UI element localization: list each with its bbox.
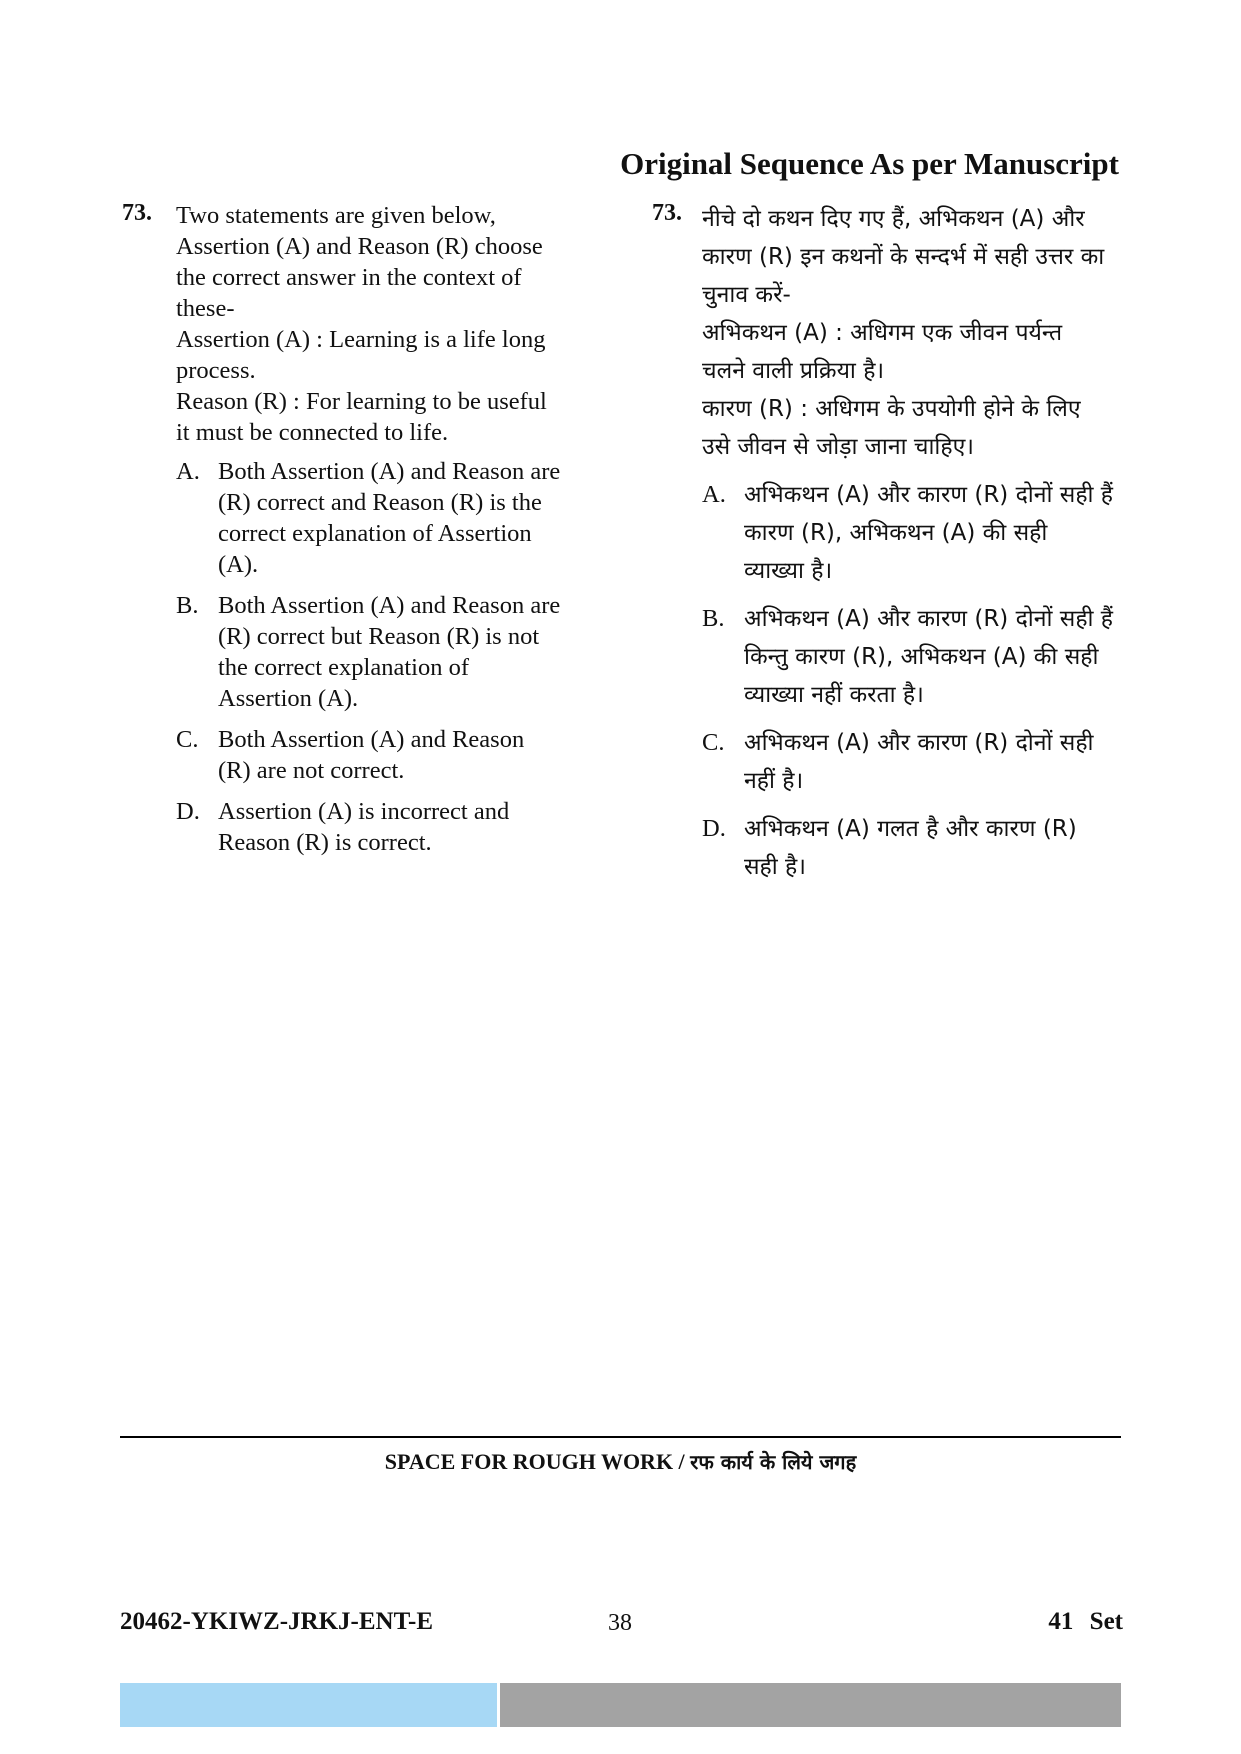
- option-line: नहीं है।: [744, 768, 804, 794]
- option-line: अभिकथन (A) और कारण (R) दोनों सही: [744, 730, 1094, 756]
- stem-line: अभिकथन (A) : अधिगम एक जीवन पर्यन्त: [702, 320, 1063, 346]
- stem-line: process.: [176, 357, 256, 384]
- option-line: (R) are not correct.: [218, 757, 405, 784]
- option-c: [702, 724, 1122, 800]
- stem-line: Two statements are given below,: [176, 202, 496, 229]
- footer-bar-left: [120, 1683, 497, 1727]
- option-line: Both Assertion (A) and Reason are: [218, 592, 561, 619]
- set-label: 41 Set: [1048, 1608, 1123, 1635]
- option-text: [744, 724, 1122, 800]
- option-line: Both Assertion (A) and Reason: [218, 726, 525, 753]
- option-a: [702, 476, 1122, 590]
- question-hindi: [652, 200, 1122, 896]
- option-list: [702, 476, 1122, 886]
- option-line: Assertion (A) is incorrect and: [218, 798, 510, 825]
- option-b: [176, 590, 612, 714]
- option-c: [176, 724, 612, 786]
- stem-line: these-: [176, 295, 235, 322]
- stem-line: Assertion (A) and Reason (R) choose: [176, 233, 543, 260]
- rough-work-label: [120, 1448, 1121, 1475]
- option-line: अभिकथन (A) गलत है और कारण (R): [744, 816, 1077, 842]
- option-line: the correct explanation of: [218, 654, 470, 681]
- option-d: [702, 810, 1122, 886]
- option-letter: A.: [702, 481, 726, 508]
- option-line: कारण (R), अभिकथन (A) की सही: [744, 520, 1048, 546]
- option-line: व्याख्या है।: [744, 558, 833, 584]
- option-text: [218, 456, 612, 580]
- question-number: 73.: [652, 200, 682, 226]
- option-letter: A.: [176, 458, 200, 485]
- option-line: व्याख्या नहीं करता है।: [744, 682, 924, 708]
- stem-line: the correct answer in the context of: [176, 264, 522, 291]
- option-letter: C.: [702, 729, 725, 756]
- option-letter: D.: [702, 815, 726, 842]
- option-d: [176, 796, 612, 858]
- option-line: Both Assertion (A) and Reason are: [218, 458, 561, 485]
- option-text: [218, 590, 612, 714]
- question-english: [122, 200, 612, 868]
- option-text: [744, 476, 1122, 590]
- stem-line: कारण (R) इन कथनों के सन्दर्भ में सही उत्तर का: [702, 244, 1105, 270]
- question-stem: [702, 200, 1122, 466]
- option-text: [744, 600, 1122, 714]
- question-number: 73.: [122, 200, 152, 226]
- option-list: [176, 456, 612, 858]
- option-line: किन्तु कारण (R), अभिकथन (A) की सही: [744, 644, 1099, 670]
- option-letter: B.: [702, 605, 725, 632]
- option-text: [218, 796, 612, 858]
- stem-line: it must be connected to life.: [176, 419, 449, 446]
- rough-work-divider: [120, 1436, 1121, 1438]
- stem-line: उसे जीवन से जोड़ा जाना चाहिए।: [702, 434, 975, 460]
- option-text: [744, 810, 1122, 886]
- rough-work-label-english: SPACE FOR ROUGH WORK /: [384, 1449, 691, 1474]
- footer-bar-right: [500, 1683, 1121, 1727]
- option-line: correct explanation of Assertion: [218, 520, 532, 547]
- stem-line: Assertion (A) : Learning is a life long: [176, 326, 546, 353]
- stem-line: चलने वाली प्रक्रिया है।: [702, 358, 885, 384]
- option-line: (R) correct but Reason (R) is not: [218, 623, 540, 650]
- stem-line: Reason (R) : For learning to be useful: [176, 388, 547, 415]
- stem-line: चुनाव करें-: [702, 282, 791, 308]
- option-text: [218, 724, 612, 786]
- option-letter: C.: [176, 726, 199, 753]
- option-line: (A).: [218, 551, 259, 578]
- option-line: अभिकथन (A) और कारण (R) दोनों सही हैं: [744, 482, 1114, 508]
- option-line: Reason (R) is correct.: [218, 829, 432, 856]
- stem-line: कारण (R) : अधिगम के उपयोगी होने के लिए: [702, 396, 1081, 422]
- option-line: अभिकथन (A) और कारण (R) दोनों सही हैं: [744, 606, 1114, 632]
- rough-work-label-hindi: रफ कार्य के लिये जगह: [690, 1450, 857, 1474]
- option-b: [702, 600, 1122, 714]
- option-letter: D.: [176, 798, 200, 825]
- option-line: Assertion (A).: [218, 685, 359, 712]
- question-stem: [176, 200, 612, 448]
- option-line: सही है।: [744, 854, 806, 880]
- option-line: (R) correct and Reason (R) is the: [218, 489, 542, 516]
- page-number: 38: [608, 1610, 632, 1636]
- option-letter: B.: [176, 592, 199, 619]
- stem-line: नीचे दो कथन दिए गए हैं, अभिकथन (A) और: [702, 206, 1085, 232]
- option-a: [176, 456, 612, 580]
- paper-code: 20462-YKIWZ-JRKJ-ENT-E: [120, 1608, 433, 1635]
- manuscript-heading: Original Sequence As per Manuscript: [620, 146, 1119, 181]
